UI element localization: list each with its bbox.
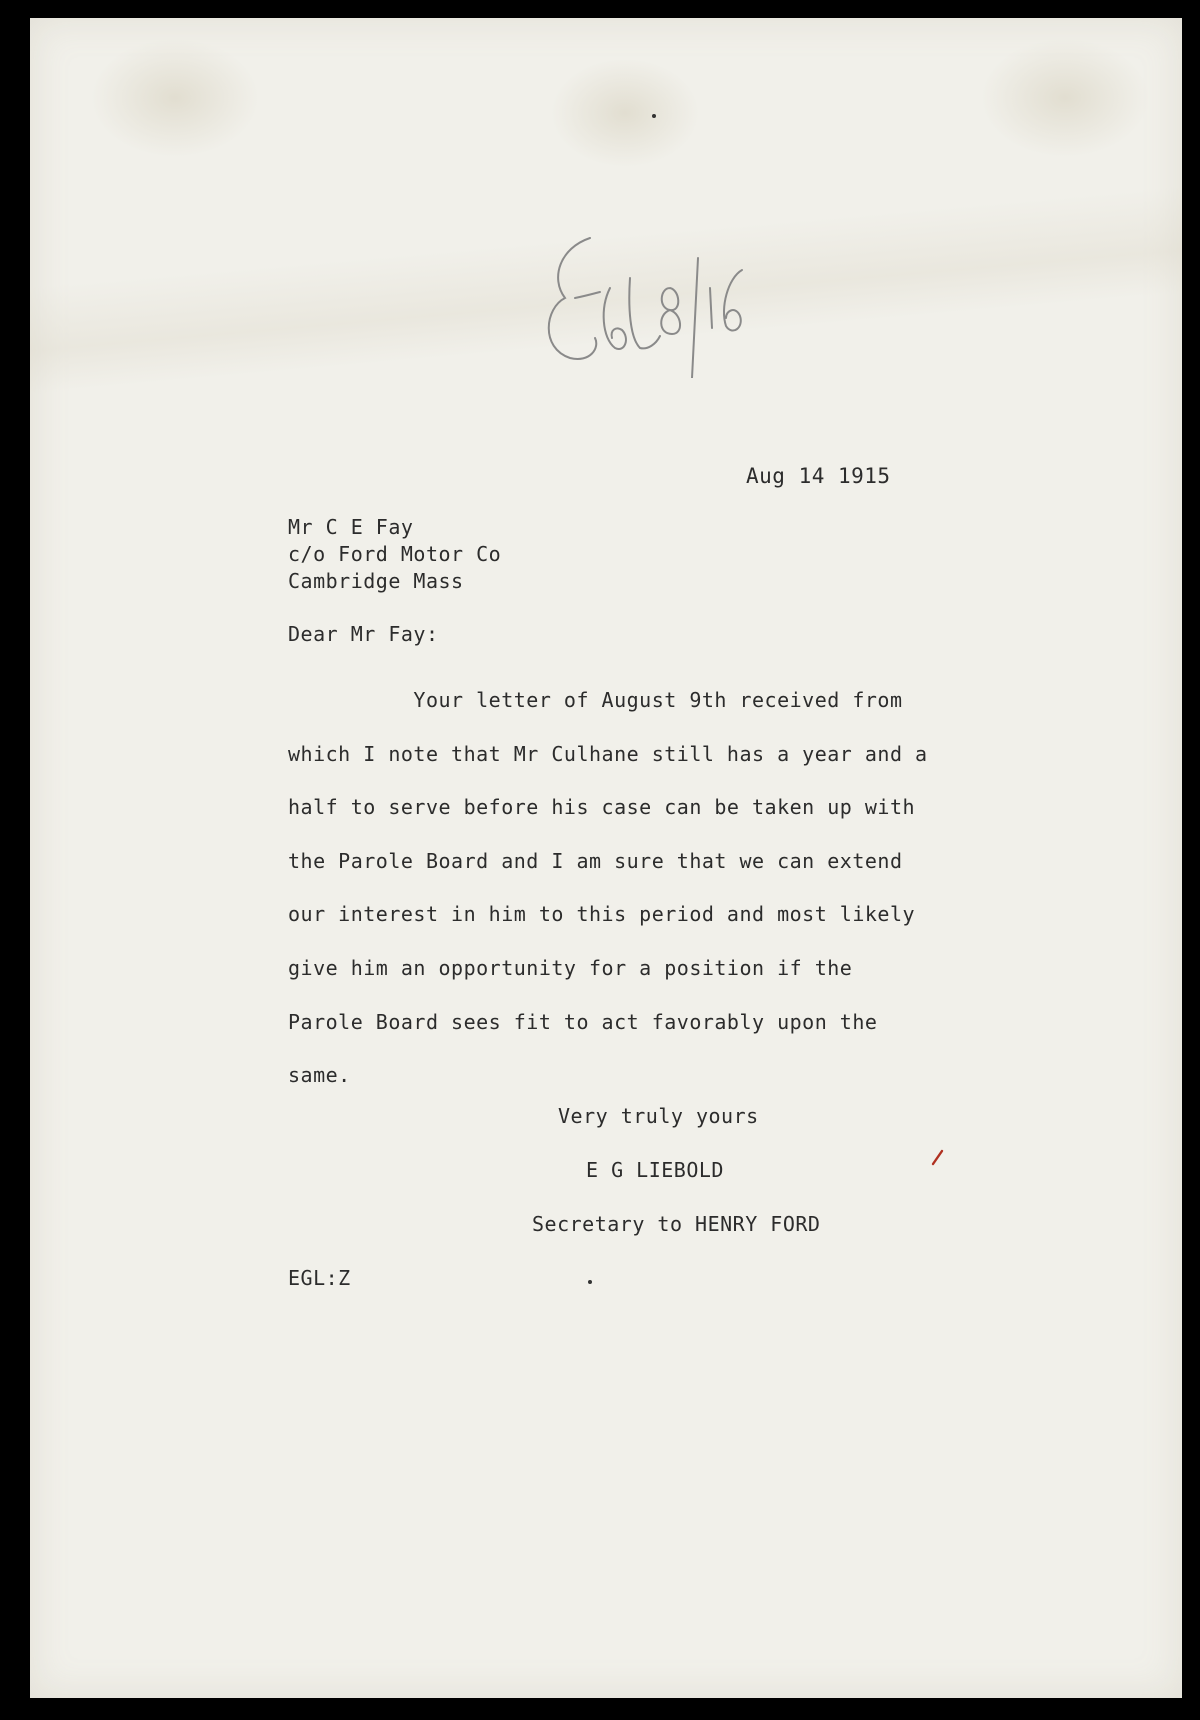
letter-date: Aug 14 1915 [746,464,891,488]
ink-speck [588,1280,592,1284]
recipient-line: c/o Ford Motor Co [288,542,502,566]
recipient-line: Cambridge Mass [288,569,464,593]
closing: Very truly yours [558,1104,759,1128]
body-line: the Parole Board and I am sure that we can extend [288,848,903,873]
recipient-address [288,514,501,595]
body-line: Your letter of August 9th received from [288,688,903,712]
body-line: our interest in him to this period and most likely [288,902,916,927]
recipient-line: Mr C E Fay [288,515,414,539]
body-line: same. [288,1063,351,1088]
reference-initials: EGL:Z [288,1266,351,1290]
handwritten-annotation [530,218,750,378]
red-tick-mark [930,1148,946,1166]
signer-name: E G LIEBOLD [586,1158,724,1182]
signer-title: Secretary to HENRY FORD [532,1212,821,1236]
body-line: give him an opportunity for a position if the [288,955,853,980]
ink-speck [652,114,656,118]
paper-stain [90,38,260,158]
body-line: which I note that Mr Culhane still has a year and a [288,741,928,766]
letter-paper [30,18,1182,1698]
body-line: Parole Board sees fit to act favorably upon the [288,1009,878,1034]
paper-stain [550,58,700,168]
salutation: Dear Mr Fay: [288,622,439,646]
paper-stain [980,38,1150,158]
letter-body [288,674,928,1103]
body-line: half to serve before his case can be taken up with [288,795,916,820]
